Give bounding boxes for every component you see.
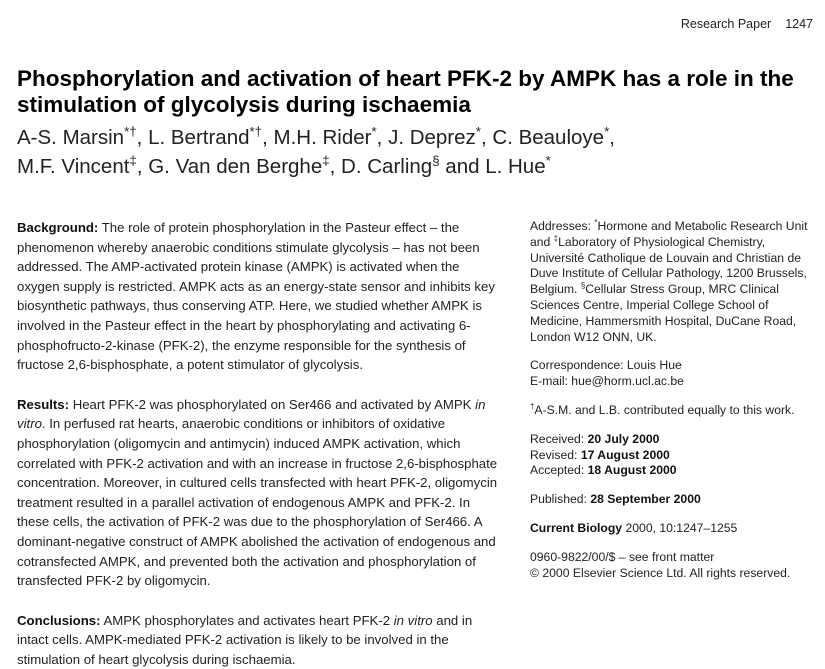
author-separator: ,: [376, 126, 389, 149]
revised-label: Revised:: [530, 447, 581, 462]
author-separator: ,: [136, 155, 149, 178]
background-text: The role of protein phosphorylation in the Pasteur effect – the phenomenon whereby anaerobic conditions stimulate glycolysis – has not been addressed. The AMP-activated protein kinase (AMPK) is activated when the oxygen supply is restricted. AMPK acts as an energy-state sensor and inhibits key biosynthetic pathways, thus conserving ATP. Here, we studied whether AMPK is involved in the Pasteur effect in the heart by phosphorylating and activating 6-phosphofructo-2-kinase (PFK-2), the enzyme responsible for the synthesis of fructose 2,6-bisphosphate, a potent stimulator of glycolysis.: [17, 220, 495, 373]
author-separator: ,: [262, 126, 274, 149]
addr2-text: Laboratory of Physiological Chemistry, Université Catholique de Louvain and Christian de Duve Institute of Cellular Pathology, 1200 Brussels, Belgium.: [530, 234, 807, 297]
author-separator: ,: [480, 126, 493, 149]
affiliation-mark: *: [545, 153, 551, 169]
author-name: C. Beauloye: [492, 126, 605, 149]
affiliation-mark: *†: [124, 124, 137, 140]
author-name: G. Van den Berghe: [148, 155, 323, 178]
published-date: [530, 492, 820, 508]
author-separator: and: [439, 155, 486, 178]
affiliation-mark: *: [475, 124, 481, 140]
revised-value: 17 August 2000: [580, 447, 670, 462]
abstract-conclusions: [17, 611, 505, 669]
author-separator: ,: [609, 126, 615, 149]
equal-mark: †: [530, 401, 535, 411]
author-name: J. Deprez: [388, 126, 476, 149]
addr1-text: Hormone and Metabolic Research Unit and: [530, 219, 808, 249]
author-name: M.H. Rider: [273, 126, 372, 149]
page-number: 1247: [785, 17, 813, 31]
accepted-value: 18 August 2000: [587, 463, 677, 478]
correspondence-name: Correspondence: Louis Hue: [530, 358, 682, 373]
citation: [530, 521, 820, 537]
received-label: Received:: [530, 431, 588, 446]
abstract: [17, 218, 505, 669]
published-value: 28 September 2000: [590, 492, 701, 507]
received-value: 20 July 2000: [587, 431, 660, 446]
addresses-label: Addresses:: [530, 219, 595, 233]
correspondence: [530, 358, 820, 390]
author-line-2: [17, 152, 807, 181]
section-label: Research Paper: [680, 17, 772, 31]
article-sidebar: [530, 219, 820, 594]
author-name: D. Carling: [341, 155, 433, 178]
results-text-pre: Heart PFK-2 was phosphorylated on Ser466 and activated by AMPK: [69, 396, 476, 412]
affiliation-mark: ‡: [322, 153, 330, 169]
addr2-mark: ‡: [553, 233, 559, 243]
author-list: [17, 123, 807, 181]
article-title: Phosphorylation and activation of heart PFK-2 by AMPK has a role in the stimulation of glycolysis during ischaemia: [17, 66, 794, 117]
copyright-line: © 2000 Elsevier Science Ltd. All rights reserved.: [530, 565, 791, 580]
affiliation-mark: *: [371, 124, 377, 140]
addr3-mark: §: [580, 281, 586, 291]
author-name: L. Hue: [485, 155, 546, 178]
addr1-mark: *: [594, 217, 598, 227]
affiliation-mark: §: [432, 153, 440, 169]
abstract-background: [17, 218, 505, 375]
accepted-date: [530, 463, 820, 479]
correspondence-email: E-mail: hue@horm.ucl.ac.be: [530, 374, 684, 389]
running-header: [681, 17, 813, 31]
results-italic: in vitro: [17, 396, 486, 432]
conclusions-italic: in vitro: [393, 612, 433, 628]
equal-note-text: A-S.M. and L.B. contributed equally to this work.: [534, 402, 795, 417]
conclusions-text-post: and in intact cells. AMPK-mediated PFK-2 activation is likely to be involved in the stimulation of heart glycolysis during ischaemia.: [17, 612, 473, 667]
history-dates: [530, 432, 820, 479]
rights: [530, 550, 820, 582]
issn-line: 0960-9822/00/$ – see front matter: [530, 549, 715, 564]
author-name: M.F. Vincent: [17, 155, 130, 178]
addr3-text: Cellular Stress Group, MRC Clinical Sciences Centre, Imperial College School of Medicine, Hammersmith Hospital, DuCane Road, London W12 ONN, UK.: [530, 282, 797, 344]
published-label: Published:: [530, 492, 591, 507]
affiliation-mark: *†: [249, 124, 263, 140]
author-line-1: [17, 123, 807, 152]
results-label: Results:: [17, 396, 70, 412]
revised-date: [530, 448, 820, 464]
conclusions-text-pre: AMPK phosphorylates and activates heart PFK-2: [100, 612, 394, 628]
equal-contribution-note: [530, 403, 820, 419]
affiliation-mark: *: [604, 124, 610, 140]
received-date: [530, 432, 820, 448]
author-name: A-S. Marsin: [17, 126, 125, 149]
abstract-results: [17, 395, 505, 591]
author-name: L. Bertrand: [148, 126, 250, 149]
author-separator: ,: [136, 126, 149, 149]
author-separator: ,: [329, 155, 342, 178]
citation-text: 2000, 10:1247–1255: [622, 520, 738, 535]
addresses: [530, 219, 820, 345]
accepted-label: Accepted:: [530, 463, 588, 478]
background-label: Background:: [17, 220, 99, 235]
journal-name: Current Biology: [530, 520, 623, 535]
results-text-post: . In perfused rat hearts, anaerobic conditions or inhibitors of oxidative phosphorylation (oligomycin and antimycin) induced AMPK activation, which correlated with PFK-2 activation and with an increase in fructose 2,6-bisphosphate concentration. Moreover, in cultured cells transfected with heart PFK-2, oligomycin treatment resulted in a parallel activation of endogenous AMPK and PFK-2. In these cells, the activation of PFK-2 was due to the phosphorylation of Ser466. A dominant-negative construct of AMPK abolished the activation of endogenous and cotransfected AMPK, and prevented both the activation and phosphorylation of transfected PFK-2 by oligomycin.: [17, 416, 498, 589]
conclusions-label: Conclusions:: [17, 612, 101, 628]
affiliation-mark: ‡: [129, 153, 137, 169]
